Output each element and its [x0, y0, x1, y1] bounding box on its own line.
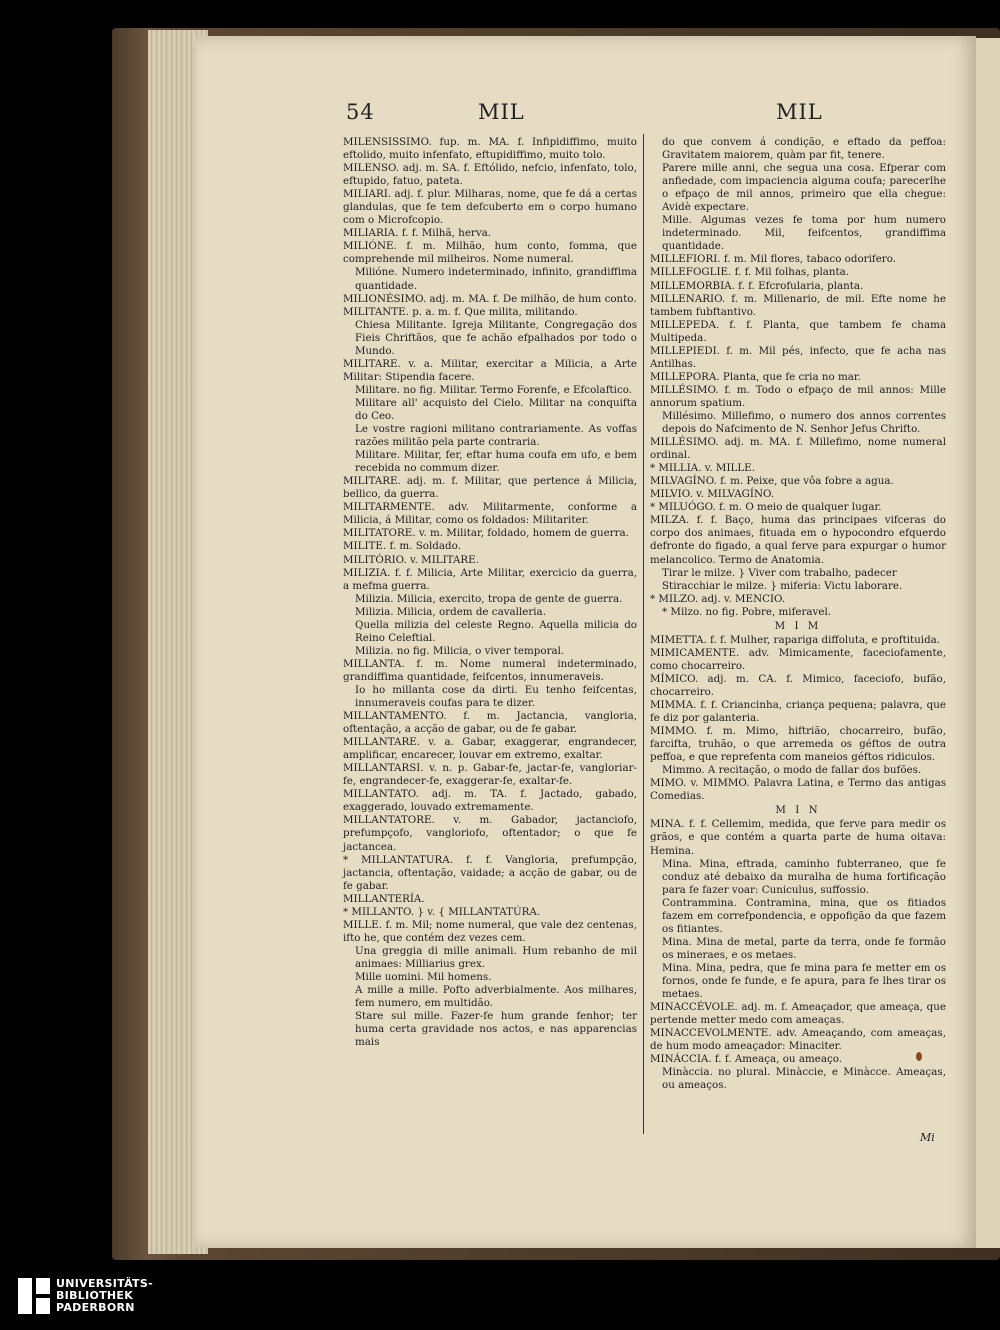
dictionary-entry: MILENSO. adj. m. SA. f. Eftólido, nefcio, infenfato, tolo, eftupido, fatuo, pateta. — [343, 162, 637, 188]
dictionary-entry: MINÁCCIA. f. f. Ameaça, ou ameaço. — [650, 1053, 843, 1066]
library-line-3: PADERBORN — [56, 1301, 135, 1314]
dictionary-entry: MIMMA. f. f. Criancinha, criança pequena; palavra, que fe diz por galanteria. — [650, 699, 946, 725]
dictionary-entry: MILIARIA. f. f. Milhã, herva. — [343, 227, 492, 240]
dictionary-entry: MILLÉSIMO. f. m. Todo o efpaço de mil annos: Mille annorum spatium. — [650, 383, 946, 409]
dictionary-entry: MILIARI. adj. f. plur. Milharas, nome, que fe dá a certas glandulas, que fe tem defcuberto em o corpo humano com o Microfcopio. — [343, 188, 637, 227]
dictionary-entry: MINACCÉVOLE. adj. m. f. Ameaçador, que ameaça, que pertende metter medo com ameaças. — [650, 1001, 946, 1027]
dictionary-entry: Io ho millanta cose da dirti. Eu tenho feifcentas, innumeraveis coufas para te dizer. — [355, 683, 637, 710]
dictionary-entry: MILITE. f. m. Soldado. — [343, 540, 461, 553]
dictionary-entry: * MILLIA. v. MILLE. — [650, 462, 755, 475]
catchword: Mi — [920, 1131, 935, 1144]
dictionary-entry: M I M — [774, 619, 822, 632]
dictionary-entry: Militare. no fig. Militar. Termo Forenfe, e Efcolaftico. — [355, 383, 632, 396]
dictionary-entry: MILVAGÍNO. f. m. Peixe, que vôa fobre a agua. — [650, 475, 894, 488]
dictionary-entry: Mille uomini. Mil homens. — [355, 971, 492, 983]
dictionary-entry: MILITARE. adj. m. f. Militar, que pertence á Milicia, bellico, da guerra. — [343, 475, 637, 501]
dictionary-entry: MILLANTATORE. v. m. Gabador, jactanciofo, prefumpçofo, vangloriofo, oftentador; o que fe jactancea. — [343, 814, 637, 853]
dictionary-entry: MILLANTERÍA. — [343, 892, 425, 905]
dictionary-entry: Minàccia. no plural. Minàccie, e Minàcce. Ameaças, ou ameaços. — [662, 1066, 946, 1092]
ink-stain — [916, 1052, 922, 1061]
dictionary-entry: MILLANTARE. v. a. Gabar, exaggerar, engrandecer, amplificar, encarecer, louvar em extremo, exaltar. — [343, 736, 637, 762]
dictionary-entry: MILLANTATO. adj. m. TA. f. Jactado, gabado, exaggerado, louvado extremamente. — [343, 788, 637, 814]
dictionary-entry: Una greggia di mille animali. Hum rebanho de mil animaes: Milliarius grex. — [355, 944, 637, 970]
dictionary-entry: M I N — [775, 804, 821, 817]
column-divider — [643, 134, 644, 1134]
dictionary-entry: * MILLANTO. } v. { MILLANTATÚRA. — [343, 905, 541, 918]
dictionary-entry: MILIZIA. f. f. Milicia, Arte Militar, exercicio da guerra, a mefma guerra. — [343, 566, 637, 592]
dictionary-entry: Stare sul mille. Fazer-fe hum grande fenhor; ter huma certa gravidade nos actos, e nas apparencias mais — [355, 1010, 637, 1049]
dictionary-entry: MIMICAMENTE. adv. Mimicamente, faceciofamente, como chocarreiro. — [650, 646, 946, 672]
dictionary-entry: MILLANTARSI. v. n. p. Gabar-fe, jactar-fe, vangloriar-fe, engrandecer-fe, exaggerar-fe, exaltar-fe. — [343, 762, 637, 788]
dictionary-entry: MILLÉSIMO. adj. m. MA. f. Millefimo, nome numeral ordinal. — [650, 436, 946, 462]
dictionary-entry: MILITATORE. v. m. Militar, foldado, homem de guerra. — [343, 527, 629, 540]
dictionary-entry: Contrammina. Contramina, mina, que os fitiados fazem em correfpondencia, e oppofição da que fazem os fitiantes. — [662, 896, 946, 935]
dictionary-entry: Millésimo. Millefimo, o numero dos annos correntes depois do Nafcimento de N. Senhor Jefus Chrifto. — [662, 409, 946, 436]
dictionary-entry: MILIÓNE. f. m. Milhão, hum conto, fomma, que comprehende mil milheiros. Nome numeral. — [343, 240, 637, 266]
dictionary-entry: MILITÓRIO. v. MILITARE. — [343, 553, 479, 566]
dictionary-entry: * MILLANTATURA. f. f. Vangloria, prefumpção, jactancia, oftentação, vaidade; a acção de gabar, ou de fe gabar. — [343, 853, 637, 892]
dictionary-entry: A mille a mille. Pofto adverbialmente. Aos milhares, fem numero, em multidão. — [355, 984, 637, 1010]
dictionary-entry: MILITANTE. p. a. m. f. Que milita, militando. — [343, 305, 578, 318]
dictionary-entry: MILLENARIO. f. m. Millenario, de mil. Efte nome he tambem fubftantivo. — [650, 292, 946, 318]
dictionary-entry: Parere mille anni, che segua una cosa. Efperar com anfiedade, com impaciencia alguma coufa; parecerlhe o efpaço de mil annos, primeiro que ella chegue: Avidè expectare. — [662, 162, 946, 214]
library-name — [56, 1278, 153, 1314]
dictionary-entry: MILLANTA. f. m. Nome numeral indeterminado, grandiffima quantidade, feifcentos, innumeraveis. — [343, 657, 637, 683]
dictionary-entry: MILITARMENTE. adv. Militarmente, conforme a Milicia, á Militar, como os foldados: Militariter. — [343, 501, 637, 527]
dictionary-entry: Mimmo. A recitação, o modo de fallar dos bufões. — [662, 764, 922, 777]
dictionary-entry: MIMO. v. MIMMO. Palavra Latina, e Termo das antigas Comedias. — [650, 777, 946, 803]
dictionary-entry: MILLEMORBIA. f. f. Efcrofularia, planta. — [650, 279, 864, 292]
dictionary-entry: MILLEPEDA. f. f. Planta, que tambem fe chama Multipeda. — [650, 318, 946, 344]
dictionary-entry: MILLEPORA. Planta, que fe cria no mar. — [650, 370, 861, 383]
dictionary-entry: Tirar le milze. } Viver com trabalho, padecer — [662, 566, 897, 579]
right-column — [650, 136, 946, 1092]
dictionary-entry: Stiracchiar le milze. } miferia: Victu laborare. — [662, 579, 903, 592]
dictionary-entry: MIMMO. f. m. Mimo, hiftrião, chocarreiro, bufão, farcifta, truhão, o que arremeda os géftos de outra peffoa, e que reprefenta com maneios géftos ridiculos. — [650, 725, 946, 764]
dictionary-entry: Chiesa Militante. Igreja Militante, Congregação dos Fieis Chriftãos, que fe achão efpalhados por todo o Mundo. — [355, 318, 637, 357]
dictionary-entry: do que convem á condição, e eftado da peffoa: Gravitatem maiorem, quàm par fit, tenere. — [662, 136, 946, 162]
header-left: MIL — [478, 100, 525, 124]
dictionary-entry: MÍMICO. adj. m. CA. f. Mimico, faceciofo, bufão, chocarreiro. — [650, 672, 946, 698]
dictionary-entry: Mina. Mina, pedra, que fe mina para fe metter em os fornos, onde fe funde, e fe apura, para fe lhes tirar os metaes. — [662, 961, 946, 1001]
dictionary-entry: Milióne. Numero indeterminado, infinito, grandiffima quantidade. — [355, 266, 637, 292]
dictionary-entry: Mina. Mina, eftrada, caminho fubterraneo, que fe conduz até debaixo da muralha de huma fortificação para fe fazer voar: Cuniculus, suffossio. — [662, 857, 946, 896]
dictionary-entry: Le vostre ragioni militano contrariamente. As voffas razões militão pela parte contraria. — [355, 423, 637, 449]
dictionary-entry: Militare. Militar, fer, eftar huma coufa em ufo, e bem recebida no commum dizer. — [355, 449, 637, 475]
dictionary-entry: MILLEFIORI. f. m. Mil flores, tabaco odorifero. — [650, 253, 897, 266]
dictionary-entry: Militare all' acquisto del Cielo. Militar na conquifta do Ceo. — [355, 396, 637, 422]
dictionary-entry: MILLE. f. m. Mil; nome numeral, que vale dez centenas, ifto he, que contém dez vezes cem. — [343, 918, 637, 944]
library-logo-icon — [16, 1276, 52, 1316]
dictionary-entry: Milizia. Milicia, exercito, tropa de gente de guerra. — [355, 592, 623, 605]
dictionary-entry: Quella milizia del celeste Regno. Aquella milicia do Reino Celeftial. — [355, 618, 637, 644]
left-column — [343, 136, 637, 1049]
dictionary-entry: Milizia. Milicia, ordem de cavalleria. — [355, 605, 546, 618]
dictionary-entry: MILLANTAMENTO. f. m. Jactancia, vangloria, oftentação, a acção de gabar, ou de fe gabar. — [343, 710, 637, 736]
dictionary-entry: * MILUÓGO. f. m. O meio de qualquer lugar. — [650, 501, 882, 514]
dictionary-entry: MILZA. f. f. Baço, huma das principaes vifceras do corpo dos animaes, fituada em o hypocondro efquerdo defronte do figado, a qual ferve para expurgar o humor melancolico. Termo de Anatomia. — [650, 514, 946, 566]
dictionary-entry: MIMETTA. f. f. Mulher, rapariga diffoluta, e proftituida. — [650, 633, 941, 646]
header-right: MIL — [776, 100, 823, 124]
dictionary-entry: MILLEPIEDI. f. m. Mil pés, infecto, que fe acha nas Antilhas. — [650, 344, 946, 370]
dictionary-entry: * MILZO. adj. v. MENCIO. — [650, 592, 786, 605]
dictionary-entry: Mille. Algumas vezes fe toma por hum numero indeterminado. Mil, feifcentos, grandiffima quantidade. — [662, 214, 946, 253]
dictionary-entry: MINA. f. f. Cellemim, medida, que ferve para medir os grãos, e que contém a quarta parte de huma oitava: Hemina. — [650, 818, 946, 857]
page-number: 54 — [346, 100, 375, 124]
library-line-2: BIBLIOTHEK — [56, 1289, 134, 1302]
dictionary-entry: Mina. Mina de metal, parte da terra, onde fe formão os mineraes, e os metaes. — [662, 935, 946, 961]
dictionary-entry: * Milzo. no fig. Pobre, miferavel. — [662, 605, 832, 618]
dictionary-entry: MILITARE. v. a. Militar, exercitar a Milicia, a Arte Militar: Stipendia facere. — [343, 357, 637, 383]
dictionary-entry: MILENSISSIMO. fup. m. MA. f. Infipidiffimo, muito eftolido, muito infenfato, eftupidiffimo, muito tolo. — [343, 136, 637, 162]
library-line-1: UNIVERSITÄTS- — [56, 1277, 153, 1290]
dictionary-entry: MILIONÉSIMO. adj. m. MA. f. De milhão, de hum conto. — [343, 292, 637, 305]
dictionary-entry: Milizia. no fig. Milicia, o viver temporal. — [355, 644, 565, 657]
dictionary-entry: MILVIO. v. MILVAGÍNO. — [650, 488, 775, 501]
dictionary-entry: MINACCEVOLMENTE. adv. Ameaçando, com ameaças, de hum modo ameaçador: Minaciter. — [650, 1027, 946, 1053]
dictionary-entry: MILLEFOGLIE. f. f. Mil folhas, planta. — [650, 266, 850, 279]
